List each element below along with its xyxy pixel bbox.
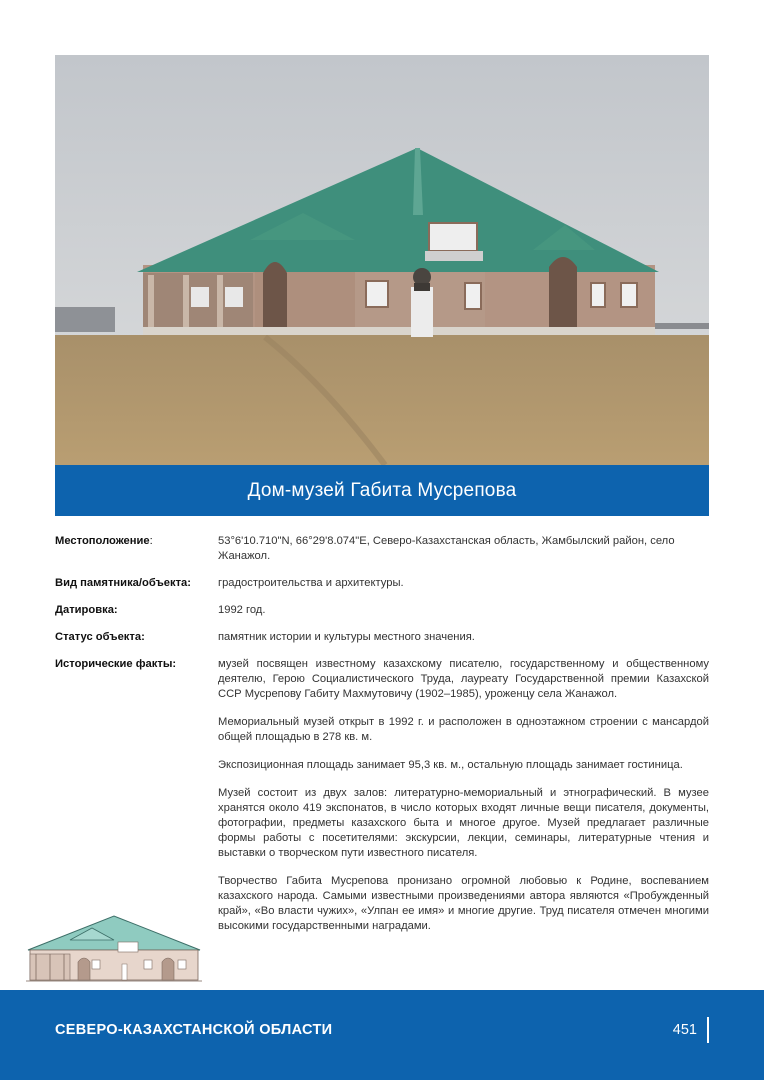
page-title: Дом-музей Габита Мусрепова [55, 465, 709, 516]
field-paragraph: музей посвящен известному казахскому писателю, государственному и общественному деятелю, Герою Социалистического Труда, лауреату Государственной премии Казахской ССР Мусрепову Габиту Махмутовичу (1902–1985), уроженцу села Жанажол. [218, 658, 709, 700]
field-value [218, 576, 709, 591]
page-number: 451 [673, 1017, 709, 1043]
field-label: Статус объекта: [55, 631, 145, 643]
info-table [55, 534, 709, 946]
field-value [218, 603, 709, 618]
field-paragraph: Экспозиционная площадь занимает 95,3 кв. м., остальную площадь занимает гостиница. [218, 759, 683, 771]
field-paragraph: Творчество Габита Мусрепова пронизано огромной любовью к Родине, воспеванием казахского народа. Самыми известными произведениями автора являются «Пробужденный край», «Во власти чужих», «Улпан ее имя» и многие другие. Труд писателя отмечен многими высокими государственными наградами. [218, 875, 709, 932]
field-paragraph: 1992 год. [218, 604, 266, 616]
field-label: Датировка: [55, 604, 118, 616]
field-value [218, 630, 709, 645]
field-status [55, 630, 709, 645]
field-history [55, 657, 709, 934]
field-paragraph: Мемориальный музей открыт в 1992 г. и расположен в одноэтажном строении с мансардой общей площадью в 278 кв. м. [218, 716, 709, 743]
field-paragraph: градостроительства и архитектуры. [218, 577, 404, 589]
field-location [55, 534, 709, 564]
field-paragraph: памятник истории и культуры местного значения. [218, 631, 475, 643]
field-type [55, 576, 709, 591]
field-label: Исторические факты: [55, 658, 177, 670]
field-label: Вид памятника/объекта: [55, 577, 191, 589]
field-value [218, 534, 709, 564]
field-paragraph: 53°6'10.710"N, 66°29'8.074"E, Северо-Казахстанская область, Жамбылский район, село Жанажол. [218, 535, 675, 562]
field-paragraph: Музей состоит из двух залов: литературно-мемориальный и этнографический. В музее хранятся около 419 экспонатов, в число которых входят личные вещи писателя, документы, фотографии, предметы казахского быта и многое другое. Музей предлагает различные формы работы с посетителями: экскурсии, лекции, семинары, литературные чтения и выставки о творческом пути известного писателя. [218, 787, 709, 859]
field-value [218, 657, 709, 934]
field-date [55, 603, 709, 618]
building-sketch [22, 910, 204, 986]
museum-photo [55, 55, 709, 465]
field-label-text: Местоположение [55, 535, 150, 547]
field-label [55, 534, 218, 564]
footer-region: СЕВЕРО-КАЗАХСТАНСКОЙ ОБЛАСТИ [55, 1022, 333, 1038]
footer-bar [0, 990, 764, 1080]
field-label-colon: : [149, 535, 153, 547]
